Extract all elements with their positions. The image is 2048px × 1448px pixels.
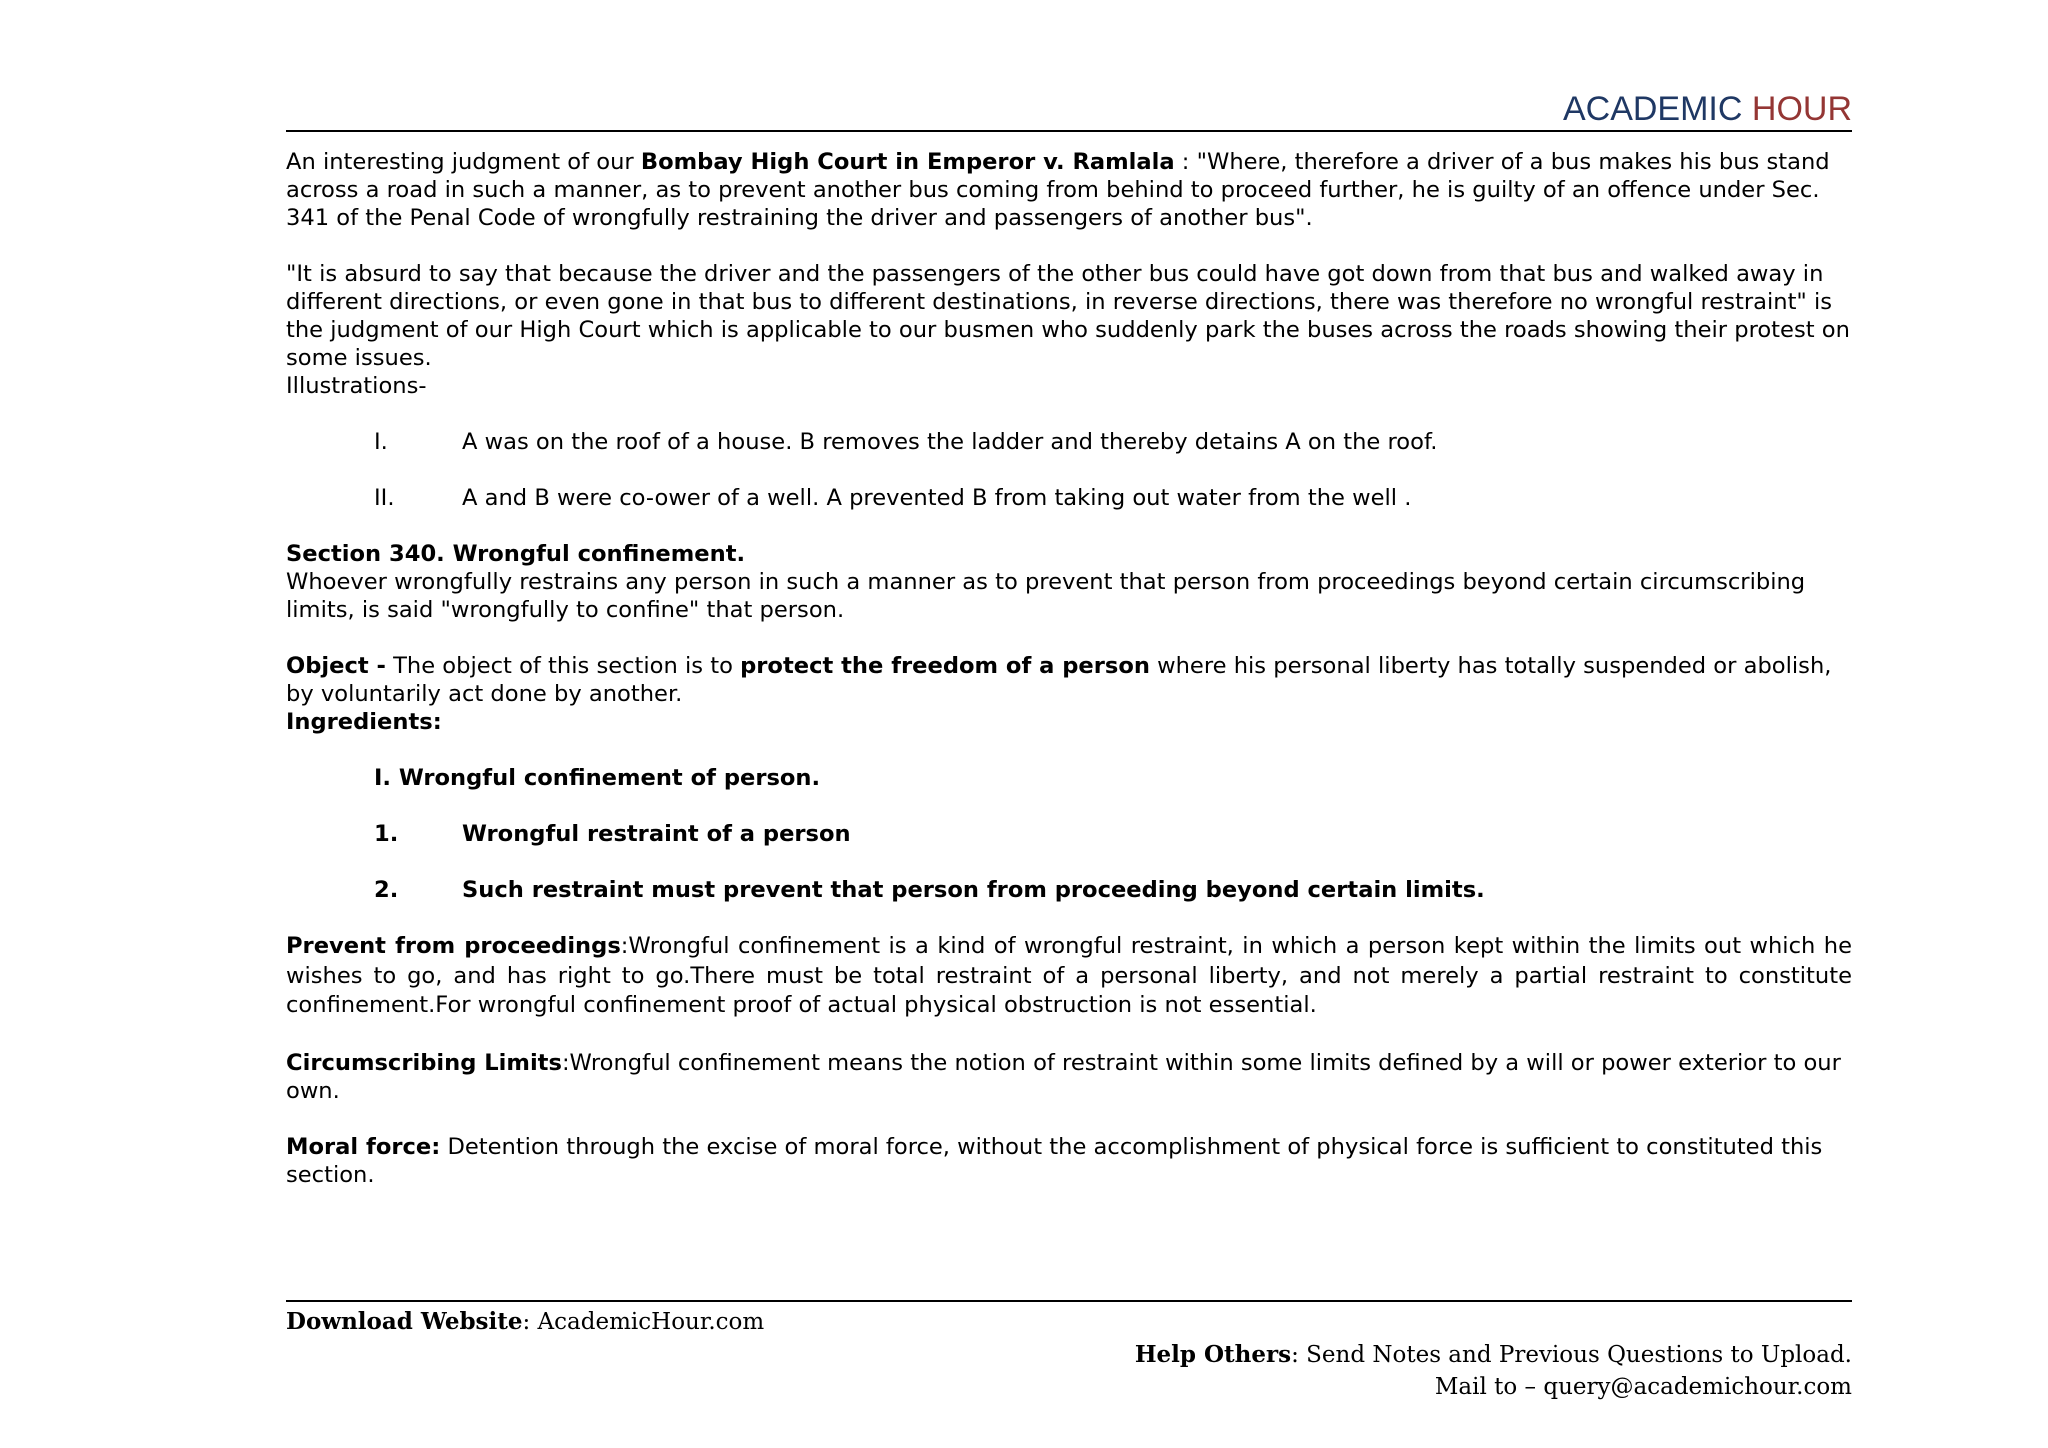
help-text: : Send Notes and Previous Questions to Upload. — [1291, 1342, 1852, 1368]
paragraph-absurd: "It is absurd to say that because the driver and the passengers of the other bus could have got down from that bus and walked away in different directions, or even gone in that bus to different destinations, in reverse directions, there was therefore no wrongful restraint" is the judgment of our High Court which is applicable to our busmen who suddenly park the buses across the roads showing their protest on some issues. — [286, 261, 1850, 371]
help-line — [1135, 1339, 1852, 1371]
object-label: Object - — [286, 653, 386, 679]
paragraph-ramlala — [286, 148, 1852, 232]
illustration-item — [286, 428, 1852, 456]
paragraph-text: The object of this section is to — [385, 653, 741, 679]
ingredient-item — [286, 820, 1852, 848]
help-label: Help Others — [1134, 1341, 1292, 1368]
illustrations-label: Illustrations- — [286, 373, 427, 399]
list-text: A was on the roof of a house. B removes the ladder and thereby detains A on the roof. — [462, 429, 1438, 455]
illustration-item — [286, 484, 1852, 512]
download-website: : AcademicHour.com — [522, 1309, 765, 1335]
list-number: II. — [374, 485, 395, 511]
paragraph-text: An interesting judgment of our — [286, 149, 641, 175]
brand-hour: HOUR — [1751, 90, 1852, 128]
prevent-label: Prevent from proceedings — [286, 933, 621, 959]
case-name: Bombay High Court in Emperor v. Ramlala — [640, 149, 1175, 175]
paragraph-text: :Wrongful confinement is a kind of wrongful restraint, in which a person kept within the limits out which he wishes to go, and has right to go.There must be total restraint of a personal liberty, and not merely a partial restraint to constitute confinement.For wrongful confinement proof of actual physical obstruction is not essential. — [286, 933, 1852, 1018]
paragraph-text: Detention through the excise of moral force, without the accomplishment of physical force is sufficient to constituted this section. — [286, 1133, 1823, 1188]
brand-academic: ACADEMIC — [1562, 90, 1743, 128]
list-number: 2. — [374, 877, 399, 903]
footer-divider — [286, 1300, 1852, 1302]
circumscribing-label: Circumscribing Limits — [286, 1049, 562, 1076]
footer-download — [286, 1306, 764, 1338]
moral-label: Moral force: — [286, 1133, 441, 1160]
list-text: Such restraint must prevent that person from proceeding beyond certain limits. — [462, 877, 1485, 903]
list-number: 1. — [374, 821, 399, 847]
ingredient-heading: I. Wrongful confinement of person. — [374, 765, 821, 791]
section-title: Section 340. Wrongful confinement. — [286, 541, 746, 567]
paragraph-text: : "Where, therefore a driver of a bus makes his bus stand across a road in such a manner, as to prevent another bus coming from behind to proceed further, he is guilty of an offence under Sec. 341 of the Penal Code of wrongfully restraining the driver and passengers of another bus". — [286, 149, 1830, 231]
paragraph-text: where his personal liberty has totally suspended or abolish, by voluntarily act done by another. — [286, 653, 1832, 707]
page-header — [286, 88, 1852, 130]
object-emphasis: protect the freedom of a person — [740, 653, 1150, 679]
ingredients-label: Ingredients: — [286, 709, 442, 735]
list-text: A and B were co-ower of a well. A prevented B from taking out water from the well . — [462, 485, 1412, 511]
paragraph-text: :Wrongful confinement means the notion of restraint within some limits defined by a will or power exterior to our own. — [286, 1049, 1841, 1104]
list-text: Wrongful restraint of a person — [462, 821, 851, 847]
list-number: I. — [374, 429, 388, 455]
paragraph-moral — [286, 1133, 1852, 1189]
mail-line: Mail to – query@academichour.com — [1434, 1374, 1852, 1400]
ingredient-item — [286, 876, 1852, 904]
document-body — [286, 148, 1852, 1189]
section-definition: Whoever wrongfully restrains any person in such a manner as to prevent that person from proceedings beyond certain circumscribing limits, is said "wrongfully to confine" that person. — [286, 569, 1806, 623]
paragraph-prevent — [286, 932, 1852, 1021]
paragraph-object — [286, 652, 1852, 708]
footer-help — [1135, 1339, 1852, 1403]
download-label: Download Website — [286, 1308, 523, 1335]
header-divider — [286, 130, 1852, 132]
paragraph-circumscribing — [286, 1049, 1852, 1105]
